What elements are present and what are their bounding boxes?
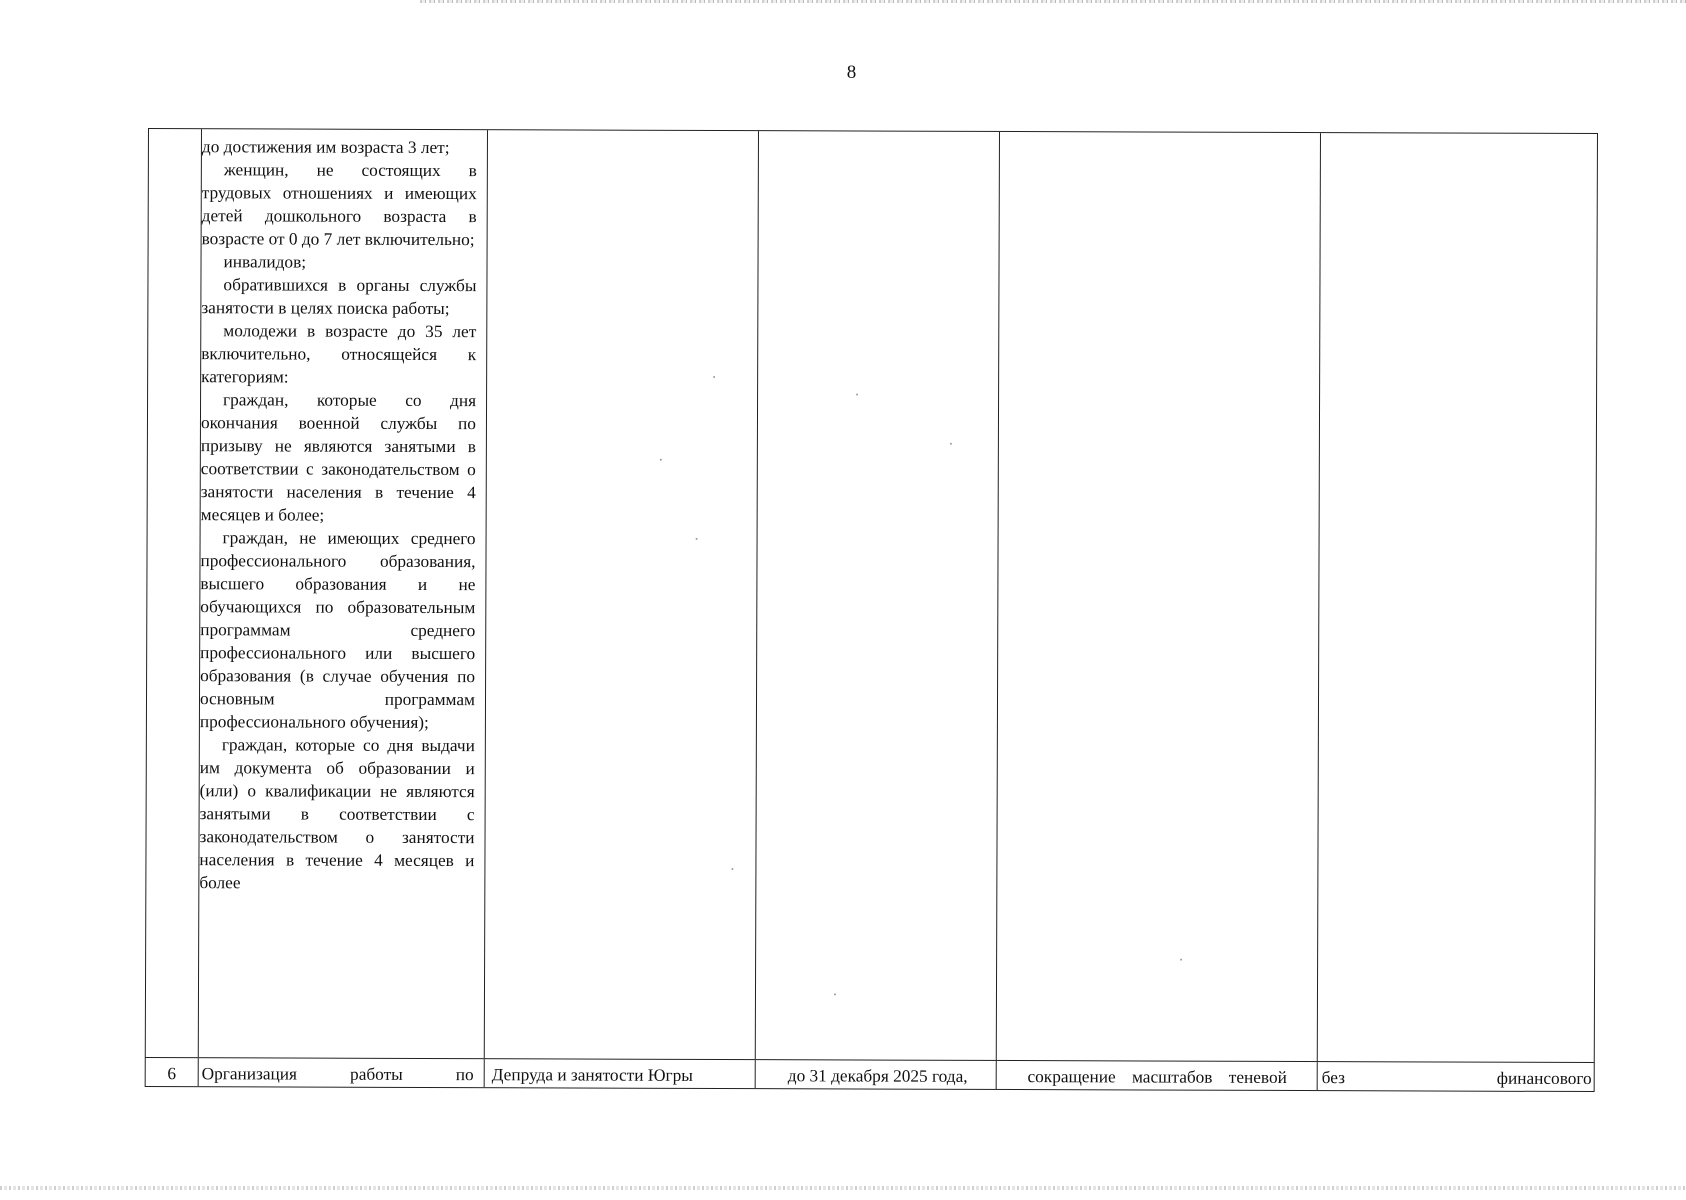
list-item: обратившихся в органы службы занятости в целях поиска работы; xyxy=(201,275,477,319)
activity-word: Организация xyxy=(201,1064,298,1084)
list-item: женщин, не состоящих в трудовых отношениях и имеющих детей дошкольного возраста в возрасте от 0 до 7 лет включительно; xyxy=(201,160,477,250)
scan-speck xyxy=(1180,959,1182,961)
deadline-cell: до 31 декабря 2025 года, xyxy=(787,1066,968,1086)
column-divider-result xyxy=(1317,1062,1318,1090)
list-item: молодежи в возрасте до 35 лет включительно, относящейся к категориям: xyxy=(201,321,477,387)
table-row-6 xyxy=(145,1057,1595,1092)
list-item: инвалидов; xyxy=(223,252,307,272)
column-divider-deadline xyxy=(996,132,1000,1060)
result-cell: сокращение масштабов теневой xyxy=(1027,1067,1287,1087)
list-item: граждан, которые со дня окончания военной службы по призыву не являются занятыми в соответствии с законодательством о занятости населения в течение 4 месяцев и более; xyxy=(200,390,477,525)
funding-word: финансового xyxy=(1496,1068,1592,1089)
activity-word: по xyxy=(455,1065,474,1085)
scan-edge-top xyxy=(420,0,1686,3)
document-table xyxy=(145,128,1598,1091)
activity-word: работы xyxy=(350,1064,403,1084)
column-divider-activity xyxy=(484,130,488,1058)
list-item: граждан, не имеющих среднего профессионального образования, высшего образования и не обучающихся по образовательным программам среднего профессионального или высшего образования (в случае обучения по основным программам профессионального обучения); xyxy=(199,528,476,732)
scan-speck xyxy=(660,459,662,461)
column-divider-number xyxy=(198,1058,199,1086)
list-item: до достижения им возраста 3 лет; xyxy=(201,137,450,158)
scan-edge-bottom xyxy=(0,1186,1686,1190)
column-divider-activity xyxy=(484,1059,485,1087)
list-item: граждан, которые со дня выдачи им документа об образовании и (или) о квалификации не являются занятыми в соответствии с законодательством о занятости населения в течение 4 месяцев и более xyxy=(199,735,475,893)
scan-speck xyxy=(834,993,836,995)
activity-cell-continued xyxy=(199,135,477,895)
funding-cell xyxy=(1322,1066,1592,1090)
table-row-continued xyxy=(145,128,1598,1062)
funding-word: без xyxy=(1321,1068,1346,1088)
column-divider-executor xyxy=(755,131,759,1059)
scan-speck xyxy=(731,868,733,870)
column-divider-executor xyxy=(755,1060,756,1088)
executor-cell: Депруда и занятости Югры xyxy=(491,1065,693,1085)
scan-speck xyxy=(950,443,952,445)
activity-cell xyxy=(202,1062,474,1086)
column-divider-result xyxy=(1317,133,1321,1061)
page-number: 8 xyxy=(846,62,857,83)
scan-speck xyxy=(696,538,698,540)
row-number-cell: 6 xyxy=(167,1064,177,1084)
column-divider-deadline xyxy=(996,1061,997,1089)
scan-speck xyxy=(713,376,715,378)
scan-speck xyxy=(856,393,858,395)
